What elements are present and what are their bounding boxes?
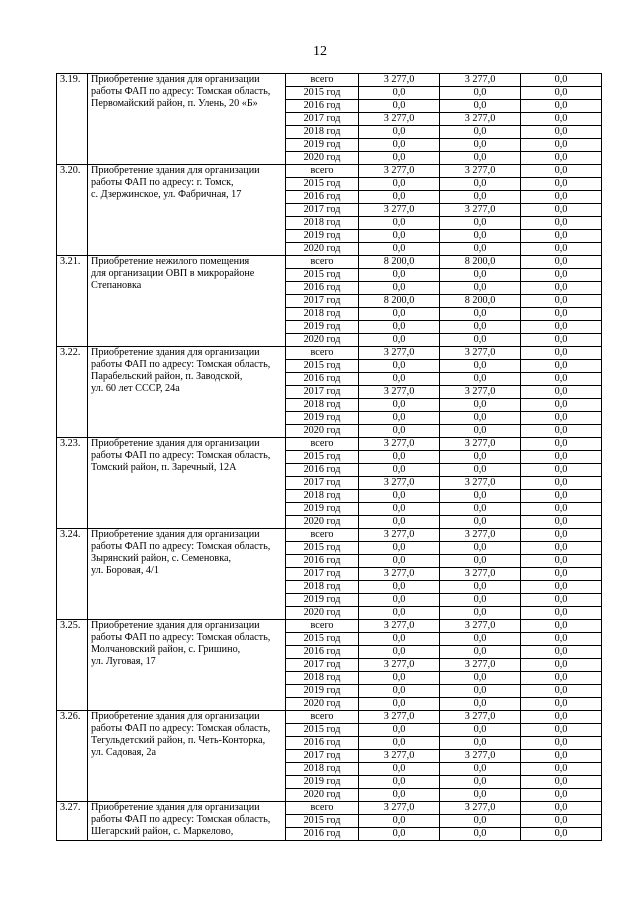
- value-budget: 0,0: [440, 269, 521, 282]
- period-label: 2016 год: [286, 646, 359, 659]
- value-total: 8 200,0: [359, 295, 440, 308]
- value-total: 3 277,0: [359, 750, 440, 763]
- value-budget: 0,0: [440, 672, 521, 685]
- period-label: 2017 год: [286, 386, 359, 399]
- period-label: 2017 год: [286, 750, 359, 763]
- value-other: 0,0: [521, 399, 602, 412]
- value-other: 0,0: [521, 802, 602, 815]
- value-total: 8 200,0: [359, 256, 440, 269]
- value-other: 0,0: [521, 542, 602, 555]
- value-budget: 0,0: [440, 737, 521, 750]
- value-total: 0,0: [359, 828, 440, 841]
- period-label: 2020 год: [286, 698, 359, 711]
- value-total: 0,0: [359, 217, 440, 230]
- description-line: работы ФАП по адресу: Томская область,: [91, 359, 271, 370]
- period-label: 2015 год: [286, 451, 359, 464]
- period-label: всего: [286, 347, 359, 360]
- value-budget: 3 277,0: [440, 802, 521, 815]
- value-budget: 0,0: [440, 230, 521, 243]
- description-line: Томский район, п. Заречный, 12А: [91, 462, 237, 473]
- table-row: [57, 620, 602, 633]
- table-row: [57, 347, 602, 360]
- period-label: всего: [286, 620, 359, 633]
- value-budget: 0,0: [440, 334, 521, 347]
- description-line: Приобретение здания для организации: [91, 438, 260, 449]
- period-label: 2018 год: [286, 126, 359, 139]
- value-other: 0,0: [521, 243, 602, 256]
- period-label: 2015 год: [286, 724, 359, 737]
- value-budget: 0,0: [440, 698, 521, 711]
- value-total: 0,0: [359, 334, 440, 347]
- value-total: 0,0: [359, 672, 440, 685]
- value-budget: 0,0: [440, 373, 521, 386]
- value-total: 0,0: [359, 269, 440, 282]
- value-other: 0,0: [521, 672, 602, 685]
- period-label: всего: [286, 256, 359, 269]
- value-budget: 0,0: [440, 152, 521, 165]
- value-budget: 3 277,0: [440, 750, 521, 763]
- value-budget: 0,0: [440, 217, 521, 230]
- period-label: 2020 год: [286, 243, 359, 256]
- description-line: работы ФАП по адресу: г. Томск,: [91, 177, 234, 188]
- value-total: 3 277,0: [359, 802, 440, 815]
- value-other: 0,0: [521, 217, 602, 230]
- item-number: 3.19.: [57, 74, 88, 165]
- value-total: 0,0: [359, 139, 440, 152]
- description-line: для организации ОВП в микрорайоне: [91, 268, 255, 279]
- value-budget: 0,0: [440, 308, 521, 321]
- period-label: 2018 год: [286, 763, 359, 776]
- table-row: [57, 529, 602, 542]
- budget-table: [56, 73, 602, 841]
- table-row: [57, 802, 602, 815]
- description-line: Степановка: [91, 280, 142, 291]
- value-total: 0,0: [359, 243, 440, 256]
- value-total: 0,0: [359, 464, 440, 477]
- value-budget: 0,0: [440, 503, 521, 516]
- value-budget: 0,0: [440, 126, 521, 139]
- item-number: 3.23.: [57, 438, 88, 529]
- period-label: 2018 год: [286, 217, 359, 230]
- period-label: 2019 год: [286, 230, 359, 243]
- period-label: 2017 год: [286, 659, 359, 672]
- item-number: 3.25.: [57, 620, 88, 711]
- value-total: 3 277,0: [359, 659, 440, 672]
- value-other: 0,0: [521, 620, 602, 633]
- value-budget: 0,0: [440, 451, 521, 464]
- value-budget: 0,0: [440, 282, 521, 295]
- period-label: 2019 год: [286, 321, 359, 334]
- value-total: 0,0: [359, 373, 440, 386]
- description-line: работы ФАП по адресу: Томская область,: [91, 450, 271, 461]
- value-budget: 0,0: [440, 594, 521, 607]
- value-total: 3 277,0: [359, 386, 440, 399]
- value-total: 3 277,0: [359, 74, 440, 87]
- value-total: 0,0: [359, 360, 440, 373]
- period-label: 2017 год: [286, 477, 359, 490]
- value-total: 0,0: [359, 503, 440, 516]
- value-budget: 0,0: [440, 243, 521, 256]
- value-budget: 0,0: [440, 360, 521, 373]
- value-budget: 3 277,0: [440, 347, 521, 360]
- value-other: 0,0: [521, 412, 602, 425]
- value-total: 0,0: [359, 724, 440, 737]
- value-budget: 3 277,0: [440, 113, 521, 126]
- value-budget: 3 277,0: [440, 620, 521, 633]
- period-label: 2016 год: [286, 282, 359, 295]
- description-line: работы ФАП по адресу: Томская область,: [91, 86, 271, 97]
- value-budget: 0,0: [440, 425, 521, 438]
- value-budget: 3 277,0: [440, 74, 521, 87]
- value-budget: 0,0: [440, 321, 521, 334]
- table-row: [57, 165, 602, 178]
- value-other: 0,0: [521, 438, 602, 451]
- value-total: 0,0: [359, 230, 440, 243]
- value-other: 0,0: [521, 815, 602, 828]
- budget-table-body: [57, 74, 602, 841]
- value-other: 0,0: [521, 191, 602, 204]
- value-total: 0,0: [359, 412, 440, 425]
- value-total: 0,0: [359, 451, 440, 464]
- value-budget: 0,0: [440, 581, 521, 594]
- value-other: 0,0: [521, 503, 602, 516]
- value-budget: 0,0: [440, 412, 521, 425]
- description-line: Приобретение здания для организации: [91, 620, 260, 631]
- period-label: всего: [286, 529, 359, 542]
- value-budget: 3 277,0: [440, 568, 521, 581]
- period-label: 2016 год: [286, 373, 359, 386]
- description-line: Шегарский район, с. Маркелово,: [91, 826, 234, 837]
- item-number: 3.24.: [57, 529, 88, 620]
- value-budget: 0,0: [440, 815, 521, 828]
- period-label: 2020 год: [286, 607, 359, 620]
- value-other: 0,0: [521, 334, 602, 347]
- item-description: [88, 74, 286, 165]
- value-total: 3 277,0: [359, 204, 440, 217]
- value-other: 0,0: [521, 230, 602, 243]
- value-total: 0,0: [359, 490, 440, 503]
- value-total: 0,0: [359, 698, 440, 711]
- period-label: 2015 год: [286, 269, 359, 282]
- period-label: 2017 год: [286, 295, 359, 308]
- description-line: Первомайский район, п. Улень, 20 «Б»: [91, 98, 258, 109]
- period-label: 2020 год: [286, 334, 359, 347]
- value-other: 0,0: [521, 737, 602, 750]
- value-other: 0,0: [521, 581, 602, 594]
- period-label: 2018 год: [286, 490, 359, 503]
- value-budget: 0,0: [440, 646, 521, 659]
- description-line: с. Дзержинское, ул. Фабричная, 17: [91, 189, 242, 200]
- value-other: 0,0: [521, 295, 602, 308]
- description-line: работы ФАП по адресу: Томская область,: [91, 632, 271, 643]
- description-line: Молчановский район, с. Гришино,: [91, 644, 241, 655]
- value-budget: 0,0: [440, 191, 521, 204]
- value-other: 0,0: [521, 607, 602, 620]
- value-total: 0,0: [359, 607, 440, 620]
- period-label: 2019 год: [286, 776, 359, 789]
- value-budget: 8 200,0: [440, 295, 521, 308]
- value-total: 0,0: [359, 321, 440, 334]
- item-description: [88, 438, 286, 529]
- description-line: работы ФАП по адресу: Томская область,: [91, 541, 271, 552]
- period-label: 2016 год: [286, 191, 359, 204]
- value-other: 0,0: [521, 360, 602, 373]
- period-label: 2020 год: [286, 425, 359, 438]
- value-total: 0,0: [359, 425, 440, 438]
- description-line: работы ФАП по адресу: Томская область,: [91, 723, 271, 734]
- value-total: 3 277,0: [359, 568, 440, 581]
- value-budget: 0,0: [440, 490, 521, 503]
- period-label: 2019 год: [286, 139, 359, 152]
- value-total: 0,0: [359, 100, 440, 113]
- value-other: 0,0: [521, 126, 602, 139]
- value-other: 0,0: [521, 763, 602, 776]
- value-other: 0,0: [521, 711, 602, 724]
- value-other: 0,0: [521, 659, 602, 672]
- value-other: 0,0: [521, 828, 602, 841]
- value-total: 3 277,0: [359, 165, 440, 178]
- period-label: 2017 год: [286, 204, 359, 217]
- value-total: 0,0: [359, 152, 440, 165]
- period-label: всего: [286, 165, 359, 178]
- value-other: 0,0: [521, 425, 602, 438]
- value-budget: 0,0: [440, 516, 521, 529]
- description-line: Приобретение здания для организации: [91, 711, 260, 722]
- value-budget: 3 277,0: [440, 529, 521, 542]
- description-line: Парабельский район, п. Заводской,: [91, 371, 243, 382]
- description-line: Приобретение здания для организации: [91, 802, 260, 813]
- value-total: 0,0: [359, 581, 440, 594]
- value-other: 0,0: [521, 282, 602, 295]
- period-label: 2020 год: [286, 789, 359, 802]
- value-other: 0,0: [521, 529, 602, 542]
- value-budget: 0,0: [440, 542, 521, 555]
- item-description: [88, 620, 286, 711]
- value-other: 0,0: [521, 256, 602, 269]
- value-total: 3 277,0: [359, 529, 440, 542]
- item-number: 3.21.: [57, 256, 88, 347]
- description-line: ул. 60 лет СССР, 24а: [91, 383, 180, 394]
- period-label: всего: [286, 438, 359, 451]
- value-other: 0,0: [521, 568, 602, 581]
- period-label: 2020 год: [286, 152, 359, 165]
- item-description: [88, 711, 286, 802]
- item-description: [88, 529, 286, 620]
- period-label: 2020 год: [286, 516, 359, 529]
- value-other: 0,0: [521, 594, 602, 607]
- value-budget: 0,0: [440, 399, 521, 412]
- table-row: [57, 74, 602, 87]
- description-line: Приобретение здания для организации: [91, 529, 260, 540]
- value-budget: 3 277,0: [440, 165, 521, 178]
- value-other: 0,0: [521, 347, 602, 360]
- value-total: 0,0: [359, 308, 440, 321]
- value-other: 0,0: [521, 386, 602, 399]
- value-total: 0,0: [359, 542, 440, 555]
- period-label: 2016 год: [286, 555, 359, 568]
- value-other: 0,0: [521, 516, 602, 529]
- item-number: 3.26.: [57, 711, 88, 802]
- value-other: 0,0: [521, 373, 602, 386]
- value-other: 0,0: [521, 490, 602, 503]
- value-budget: 3 277,0: [440, 659, 521, 672]
- value-budget: 3 277,0: [440, 438, 521, 451]
- description-line: работы ФАП по адресу: Томская область,: [91, 814, 271, 825]
- value-other: 0,0: [521, 139, 602, 152]
- value-other: 0,0: [521, 750, 602, 763]
- value-budget: 3 277,0: [440, 711, 521, 724]
- period-label: 2015 год: [286, 633, 359, 646]
- value-total: 0,0: [359, 646, 440, 659]
- table-row: [57, 711, 602, 724]
- period-label: 2015 год: [286, 178, 359, 191]
- value-budget: 3 277,0: [440, 204, 521, 217]
- value-budget: 0,0: [440, 633, 521, 646]
- value-other: 0,0: [521, 698, 602, 711]
- value-total: 0,0: [359, 191, 440, 204]
- value-total: 3 277,0: [359, 347, 440, 360]
- value-other: 0,0: [521, 152, 602, 165]
- value-total: 0,0: [359, 815, 440, 828]
- period-label: 2016 год: [286, 828, 359, 841]
- value-budget: 0,0: [440, 87, 521, 100]
- value-budget: 3 277,0: [440, 386, 521, 399]
- value-other: 0,0: [521, 100, 602, 113]
- value-other: 0,0: [521, 776, 602, 789]
- period-label: 2018 год: [286, 308, 359, 321]
- item-number: 3.27.: [57, 802, 88, 841]
- value-budget: 0,0: [440, 178, 521, 191]
- value-budget: 0,0: [440, 607, 521, 620]
- value-total: 0,0: [359, 282, 440, 295]
- period-label: 2015 год: [286, 87, 359, 100]
- period-label: 2015 год: [286, 360, 359, 373]
- value-budget: 0,0: [440, 555, 521, 568]
- table-row: [57, 438, 602, 451]
- value-other: 0,0: [521, 113, 602, 126]
- item-number: 3.20.: [57, 165, 88, 256]
- period-label: 2019 год: [286, 412, 359, 425]
- period-label: 2016 год: [286, 464, 359, 477]
- value-total: 0,0: [359, 178, 440, 191]
- period-label: всего: [286, 711, 359, 724]
- value-other: 0,0: [521, 555, 602, 568]
- item-description: [88, 802, 286, 841]
- value-total: 3 277,0: [359, 620, 440, 633]
- value-budget: 0,0: [440, 139, 521, 152]
- value-other: 0,0: [521, 724, 602, 737]
- value-other: 0,0: [521, 633, 602, 646]
- item-description: [88, 347, 286, 438]
- description-line: ул. Боровая, 4/1: [91, 565, 159, 576]
- value-budget: 0,0: [440, 464, 521, 477]
- value-other: 0,0: [521, 685, 602, 698]
- description-line: ул. Садовая, 2а: [91, 747, 157, 758]
- value-budget: 0,0: [440, 724, 521, 737]
- period-label: 2019 год: [286, 685, 359, 698]
- period-label: всего: [286, 802, 359, 815]
- value-total: 0,0: [359, 685, 440, 698]
- value-total: 0,0: [359, 633, 440, 646]
- period-label: 2017 год: [286, 568, 359, 581]
- value-budget: 0,0: [440, 763, 521, 776]
- value-total: 3 277,0: [359, 113, 440, 126]
- period-label: 2016 год: [286, 737, 359, 750]
- value-total: 3 277,0: [359, 477, 440, 490]
- period-label: 2019 год: [286, 594, 359, 607]
- description-line: ул. Луговая, 17: [91, 656, 156, 667]
- value-other: 0,0: [521, 646, 602, 659]
- value-other: 0,0: [521, 269, 602, 282]
- value-total: 0,0: [359, 399, 440, 412]
- period-label: 2018 год: [286, 581, 359, 594]
- value-total: 0,0: [359, 594, 440, 607]
- value-budget: 0,0: [440, 685, 521, 698]
- description-line: Приобретение здания для организации: [91, 347, 260, 358]
- value-total: 0,0: [359, 126, 440, 139]
- value-other: 0,0: [521, 204, 602, 217]
- value-budget: 0,0: [440, 100, 521, 113]
- value-total: 0,0: [359, 555, 440, 568]
- value-budget: 0,0: [440, 776, 521, 789]
- value-other: 0,0: [521, 477, 602, 490]
- description-line: Приобретение здания для организации: [91, 165, 260, 176]
- value-other: 0,0: [521, 451, 602, 464]
- page-number: 12: [313, 44, 327, 59]
- value-total: 0,0: [359, 776, 440, 789]
- value-other: 0,0: [521, 165, 602, 178]
- value-budget: 8 200,0: [440, 256, 521, 269]
- item-number: 3.22.: [57, 347, 88, 438]
- value-budget: 0,0: [440, 789, 521, 802]
- table-row: [57, 256, 602, 269]
- period-label: всего: [286, 74, 359, 87]
- description-line: Приобретение здания для организации: [91, 74, 260, 85]
- value-other: 0,0: [521, 308, 602, 321]
- value-total: 0,0: [359, 763, 440, 776]
- value-other: 0,0: [521, 87, 602, 100]
- value-total: 0,0: [359, 516, 440, 529]
- description-line: Приобретение нежилого помещения: [91, 256, 250, 267]
- value-total: 3 277,0: [359, 711, 440, 724]
- value-budget: 3 277,0: [440, 477, 521, 490]
- period-label: 2018 год: [286, 672, 359, 685]
- value-other: 0,0: [521, 464, 602, 477]
- period-label: 2015 год: [286, 815, 359, 828]
- period-label: 2019 год: [286, 503, 359, 516]
- description-line: Зырянский район, с. Семеновка,: [91, 553, 232, 564]
- period-label: 2016 год: [286, 100, 359, 113]
- period-label: 2018 год: [286, 399, 359, 412]
- description-line: Тегульдетский район, п. Четь-Конторка,: [91, 735, 266, 746]
- value-total: 3 277,0: [359, 438, 440, 451]
- value-other: 0,0: [521, 789, 602, 802]
- value-other: 0,0: [521, 321, 602, 334]
- period-label: 2015 год: [286, 542, 359, 555]
- value-budget: 0,0: [440, 828, 521, 841]
- value-total: 0,0: [359, 737, 440, 750]
- value-other: 0,0: [521, 178, 602, 191]
- value-total: 0,0: [359, 789, 440, 802]
- period-label: 2017 год: [286, 113, 359, 126]
- value-other: 0,0: [521, 74, 602, 87]
- item-description: [88, 256, 286, 347]
- value-total: 0,0: [359, 87, 440, 100]
- item-description: [88, 165, 286, 256]
